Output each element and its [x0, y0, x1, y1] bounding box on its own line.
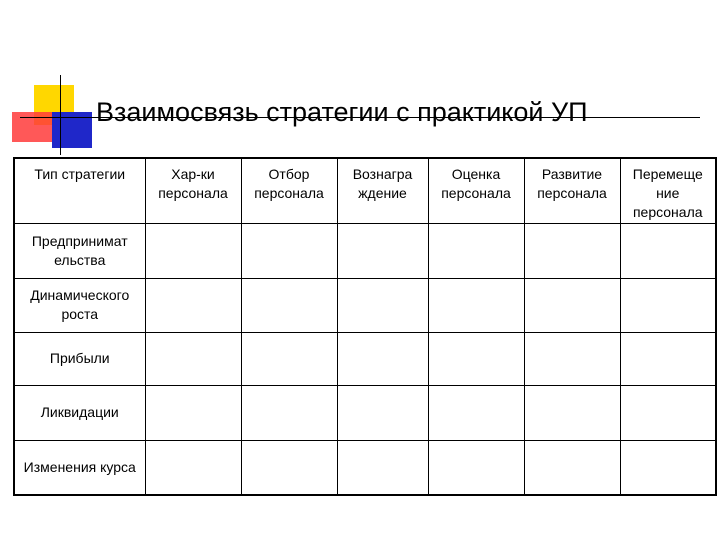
table-header-row: [14, 158, 716, 223]
table-cell: [337, 440, 428, 495]
row-label-liquidation: Ликвидации: [14, 385, 145, 440]
header-staff-development: Развитие персонала: [524, 158, 620, 223]
table-cell: [145, 223, 241, 278]
table-cell: [241, 332, 337, 385]
table-cell: [241, 278, 337, 332]
table-cell: [428, 223, 524, 278]
table-cell: [524, 278, 620, 332]
table-cell: [145, 332, 241, 385]
table-row: [14, 385, 716, 440]
decor-vertical-line: [60, 75, 61, 155]
table-cell: [337, 223, 428, 278]
table-cell: [620, 332, 716, 385]
table-cell: [428, 385, 524, 440]
table-cell: [428, 278, 524, 332]
table-cell: [620, 385, 716, 440]
row-label-profit: Прибыли: [14, 332, 145, 385]
table-cell: [524, 223, 620, 278]
table-cell: [524, 440, 620, 495]
table-cell: [524, 332, 620, 385]
header-strategy-type: Тип стратегии: [14, 158, 145, 223]
table-row: [14, 332, 716, 385]
table-cell: [241, 385, 337, 440]
table-row: [14, 440, 716, 495]
table-cell: [428, 440, 524, 495]
row-label-entrepreneurship: Предпринимат ельства: [14, 223, 145, 278]
table-cell: [620, 278, 716, 332]
table-cell: [620, 440, 716, 495]
page-title: Взаимосвязь стратегии с практикой УП: [96, 97, 588, 127]
table-cell: [428, 332, 524, 385]
table-cell: [145, 385, 241, 440]
row-label-dynamic-growth: Динамического роста: [14, 278, 145, 332]
table-cell: [337, 278, 428, 332]
header-staff-evaluation: Оценка персонала: [428, 158, 524, 223]
table-row: [14, 278, 716, 332]
header-remuneration: Вознагра ждение: [337, 158, 428, 223]
header-staff-relocation: Перемеще ние персонала: [620, 158, 716, 223]
header-staff-characteristics: Хар-ки персонала: [145, 158, 241, 223]
table-cell: [337, 332, 428, 385]
header-staff-selection: Отбор персонала: [241, 158, 337, 223]
table-row: [14, 223, 716, 278]
table-cell: [241, 223, 337, 278]
table-cell: [145, 278, 241, 332]
row-label-course-change: Изменения курса: [14, 440, 145, 495]
table-cell: [620, 223, 716, 278]
table-cell: [241, 440, 337, 495]
table-cell: [337, 385, 428, 440]
table-cell: [145, 440, 241, 495]
table-cell: [524, 385, 620, 440]
strategy-practice-table: [13, 157, 717, 496]
